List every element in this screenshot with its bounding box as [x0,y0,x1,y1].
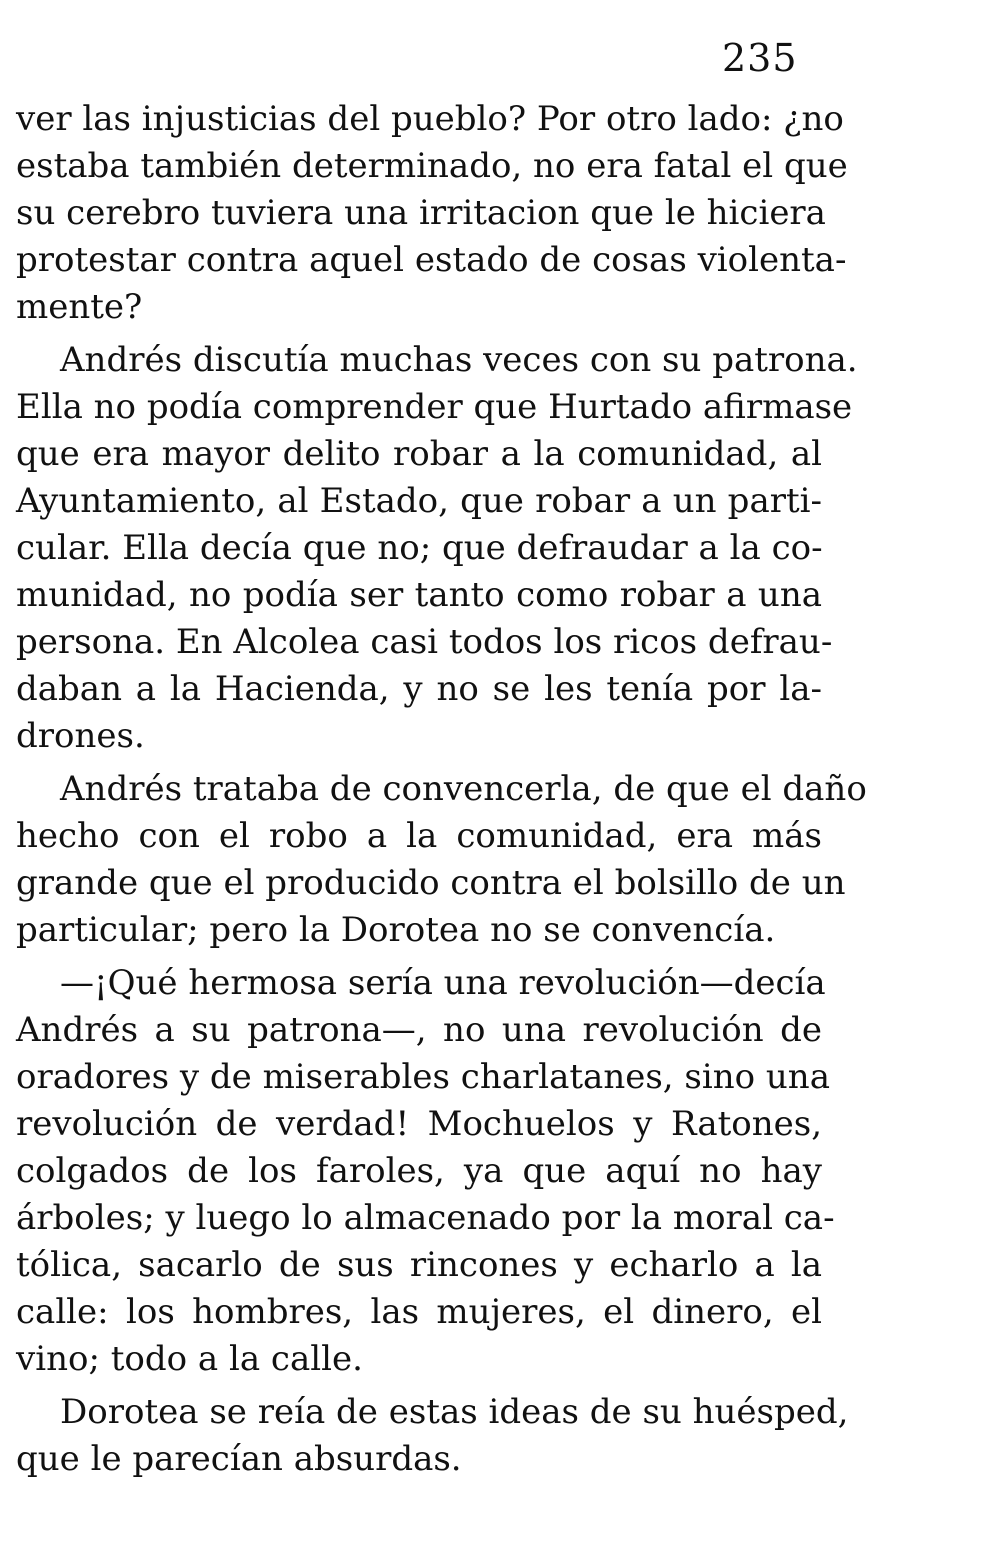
text-line: su cerebro tuviera una irritacion que le hiciera [16,193,826,233]
text-line: cular. Ella decía que no; que defraudar a la co- [16,528,823,568]
text-line: tólica, sacarlo de sus rincones y echarlo a la [16,1245,822,1285]
text-line: protestar contra aquel estado de cosas violenta- [16,240,847,280]
text-line: oradores y de miserables charlatanes, sino una [16,1057,830,1097]
text-line: Andrés trataba de convencerla, de que el daño [60,769,867,809]
text-line: drones. [16,716,145,756]
text-line: grande que el producido contra el bolsillo de un [16,863,846,903]
paragraph [16,766,867,954]
text-line: que le parecían absurdas. [16,1439,462,1479]
text-line: que era mayor delito robar a la comunidad, al [16,434,822,474]
paragraph [16,960,835,1383]
text-line: ver las injusticias del pueblo? Por otro lado: ¿no [16,99,844,139]
text-line: persona. En Alcolea casi todos los ricos defrau- [16,622,833,662]
text-line: —¡Qué hermosa sería una revolución—decía [60,963,826,1003]
text-line: calle: los hombres, las mujeres, el dinero, el [16,1292,822,1332]
text-line: vino; todo a la calle. [16,1339,363,1379]
text-line: daban a la Hacienda, y no se les tenía por la- [16,669,822,709]
text-line: Ayuntamiento, al Estado, que robar a un parti- [16,481,822,521]
text-line: estaba también determinado, no era fatal el que [16,146,848,186]
paragraph [16,337,858,760]
text-line: particular; pero la Dorotea no se convencía. [16,910,776,950]
paragraph [16,96,848,331]
text-line: mente? [16,287,143,327]
text-line: Andrés discutía muchas veces con su patrona. [60,340,858,380]
paragraph [16,1389,849,1483]
text-line: colgados de los faroles, ya que aquí no hay [16,1151,822,1191]
text-line: Ella no podía comprender que Hurtado afirmase [16,387,853,427]
text-line: Andrés a su patrona—, no una revolución de [16,1010,822,1050]
text-line: munidad, no podía ser tanto como robar a una [16,575,822,615]
text-line: revolución de verdad! Mochuelos y Ratones, [16,1104,822,1144]
page-number: 235 [722,36,798,80]
text-line: hecho con el robo a la comunidad, era más [16,816,822,856]
text-line: Dorotea se reía de estas ideas de su huésped, [60,1392,849,1432]
text-line: árboles; y luego lo almacenado por la moral ca- [16,1198,835,1238]
body-text [16,96,867,1489]
